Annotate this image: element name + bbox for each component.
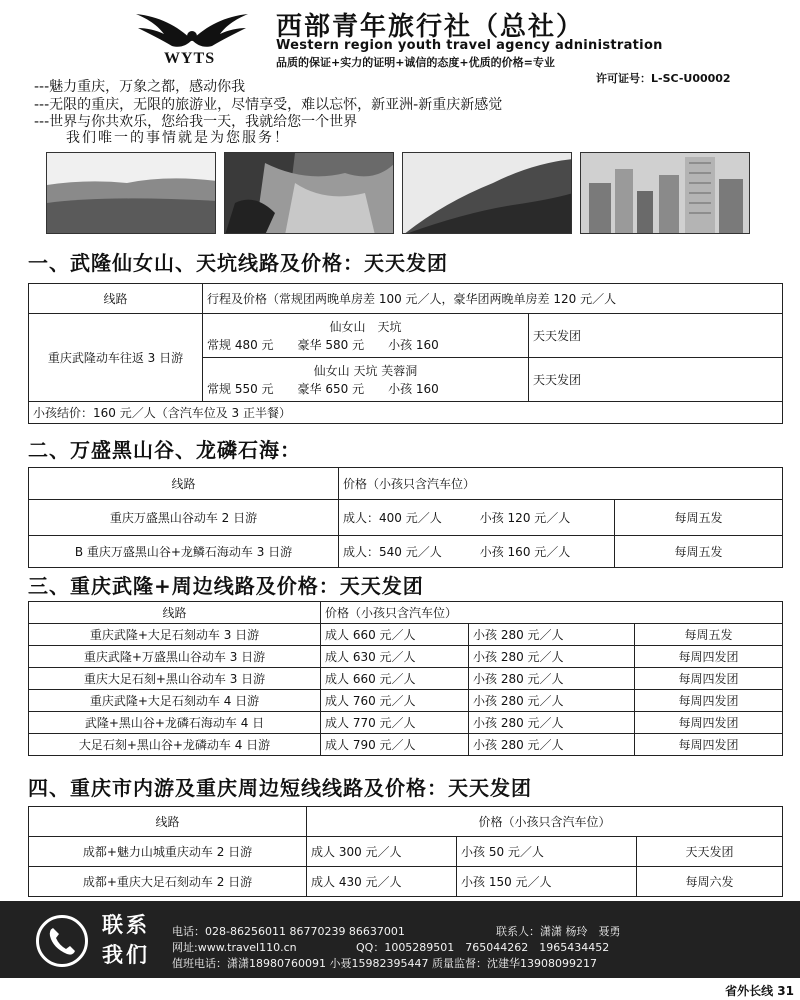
route-header: 线路	[29, 807, 307, 837]
slogan-line: 我们唯一的事情就是为您服务！	[66, 130, 290, 146]
price-cell	[339, 500, 615, 536]
schedule: 天天发团	[637, 837, 783, 867]
schedule: 每周四发团	[635, 712, 783, 734]
section-2-table	[28, 467, 783, 568]
slogan-line: ---无限的重庆，无限的旅游业，尽情享受，难以忘怀，新亚洲-新重庆新感觉	[34, 97, 503, 113]
child-price: 小孩 150 元／人	[457, 867, 637, 897]
adult-price: 成人 760 元／人	[321, 690, 469, 712]
adult-price: 成人 770 元／人	[321, 712, 469, 734]
website-link[interactable]: 网址:www.travel110.cn	[172, 941, 297, 954]
contact-title-2: 我们	[102, 943, 150, 967]
table-row	[29, 837, 783, 867]
child-price-note: 小孩结价：160 元／人（含汽车位及 3 正半餐）	[29, 402, 783, 424]
wyts-logo	[128, 6, 256, 70]
city-skyline-photo	[580, 152, 750, 234]
logo-text: WYTS	[164, 50, 216, 67]
phone-numbers: 电话：028-86256011 86770239 86637001	[172, 925, 405, 938]
child-price: 小孩 280 元／人	[469, 712, 635, 734]
option-1-cell	[203, 314, 529, 358]
schedule: 每周五发	[615, 500, 783, 536]
adult-price: 成人 660 元／人	[321, 624, 469, 646]
section-1-table	[28, 283, 783, 424]
adult-price: 成人 430 元／人	[307, 867, 457, 897]
child-price: 小孩 280 元／人	[469, 624, 635, 646]
price-header: 价格（小孩只含汽车位）	[321, 602, 783, 624]
option-1-prices: 常规 480 元 豪华 580 元 小孩 160	[207, 337, 439, 352]
section-2-title: 二、万盛黑山谷、龙磷石海：	[28, 438, 301, 462]
table-row	[29, 624, 783, 646]
table-row	[29, 734, 783, 756]
price-cell	[339, 536, 615, 568]
waterfall-rocks-photo	[224, 152, 394, 234]
adult-price: 成人：540 元／人	[343, 545, 442, 559]
section-4-title: 四、重庆市内游及重庆周边短线线路及价格：天天发团	[28, 776, 532, 800]
adult-price: 成人 630 元／人	[321, 646, 469, 668]
agency-tagline: 品质的保证+实力的证明+诚信的态度+优质的价格=专业	[276, 56, 555, 69]
child-price: 小孩 50 元／人	[457, 837, 637, 867]
route-name: 重庆武隆动车往返 3 日游	[29, 314, 203, 402]
itinerary-header: 行程及价格（常规团两晚单房差 100 元／人，豪华团两晚单房差 120 元／人	[203, 284, 783, 314]
option-2-schedule: 天天发团	[529, 358, 783, 402]
agency-title: 西部青年旅行社（总社）	[276, 12, 585, 42]
schedule: 每周五发	[635, 624, 783, 646]
table-row	[29, 712, 783, 734]
route-header: 线路	[29, 602, 321, 624]
child-price: 小孩 120 元／人	[479, 511, 571, 525]
contact-footer	[0, 901, 800, 978]
contact-title-1: 联系	[102, 913, 150, 937]
option-2-prices: 常规 550 元 豪华 650 元 小孩 160	[207, 381, 439, 396]
route-name: B 重庆万盛黑山谷+龙鳞石海动车 3 日游	[29, 536, 339, 568]
route-name: 重庆武隆+万盛黑山谷动车 3 日游	[29, 646, 321, 668]
child-price: 小孩 280 元／人	[469, 690, 635, 712]
child-price: 小孩 280 元／人	[469, 646, 635, 668]
section-1-title: 一、武隆仙女山、天坑线路及价格：天天发团	[28, 251, 448, 275]
route-name: 大足石刻+黑山谷+龙磷动车 4 日游	[29, 734, 321, 756]
qq-numbers: QQ：1005289501 765044262 1965434452	[356, 941, 610, 954]
phone-icon	[36, 915, 88, 967]
child-price: 小孩 280 元／人	[469, 734, 635, 756]
table-row	[29, 668, 783, 690]
section-3-table	[28, 601, 783, 756]
section-4-table	[28, 806, 783, 897]
route-header: 线路	[29, 284, 203, 314]
slogan-line: ---世界与你共欢乐，您给我一天，我就给您一个世界	[34, 114, 358, 130]
slogan-line: ---魅力重庆，万象之都，感动你我	[34, 79, 246, 95]
route-name: 重庆武隆+大足石刻动车 4 日游	[29, 690, 321, 712]
duty-phone: 值班电话：潇潇18980760091 小聂15982395447 质量监督：沈建华13908099217	[172, 957, 597, 970]
child-price: 小孩 280 元／人	[469, 668, 635, 690]
adult-price: 成人 300 元／人	[307, 837, 457, 867]
price-header: 价格（小孩只含汽车位）	[307, 807, 783, 837]
grassland-photo	[46, 152, 216, 234]
route-name: 成都+重庆大足石刻动车 2 日游	[29, 867, 307, 897]
route-header: 线路	[29, 468, 339, 500]
agency-english-name: Western region youth travel agency adninistration	[276, 38, 663, 53]
route-name: 重庆大足石刻+黑山谷动车 3 日游	[29, 668, 321, 690]
schedule: 每周五发	[615, 536, 783, 568]
table-row	[29, 646, 783, 668]
table-row	[29, 867, 783, 897]
price-header: 价格（小孩只含汽车位）	[339, 468, 783, 500]
schedule: 每周六发	[637, 867, 783, 897]
option-1-schedule: 天天发团	[529, 314, 783, 358]
contact-persons: 联系人：潇潇 杨玲 聂勇	[496, 925, 621, 938]
child-price: 小孩 160 元／人	[479, 545, 571, 559]
license-number: 许可证号：L-SC-U00002	[596, 72, 731, 85]
schedule: 每周四发团	[635, 668, 783, 690]
option-1-title: 仙女山 天坑	[329, 319, 402, 334]
section-3-title: 三、重庆武隆+周边线路及价格：天天发团	[28, 574, 424, 598]
schedule: 每周四发团	[635, 646, 783, 668]
table-row	[29, 690, 783, 712]
option-2-title: 仙女山 天坑 芙蓉洞	[313, 363, 418, 378]
route-name: 重庆武隆+大足石刻动车 3 日游	[29, 624, 321, 646]
option-2-cell	[203, 358, 529, 402]
route-name: 成都+魅力山城重庆动车 2 日游	[29, 837, 307, 867]
page-number-label: 省外长线 31	[725, 984, 794, 998]
mountain-slope-photo	[402, 152, 572, 234]
route-name: 重庆万盛黑山谷动车 2 日游	[29, 500, 339, 536]
schedule: 每周四发团	[635, 734, 783, 756]
adult-price: 成人 660 元／人	[321, 668, 469, 690]
route-name: 武隆+黑山谷+龙磷石海动车 4 日	[29, 712, 321, 734]
adult-price: 成人：400 元／人	[343, 511, 442, 525]
schedule: 每周四发团	[635, 690, 783, 712]
adult-price: 成人 790 元／人	[321, 734, 469, 756]
